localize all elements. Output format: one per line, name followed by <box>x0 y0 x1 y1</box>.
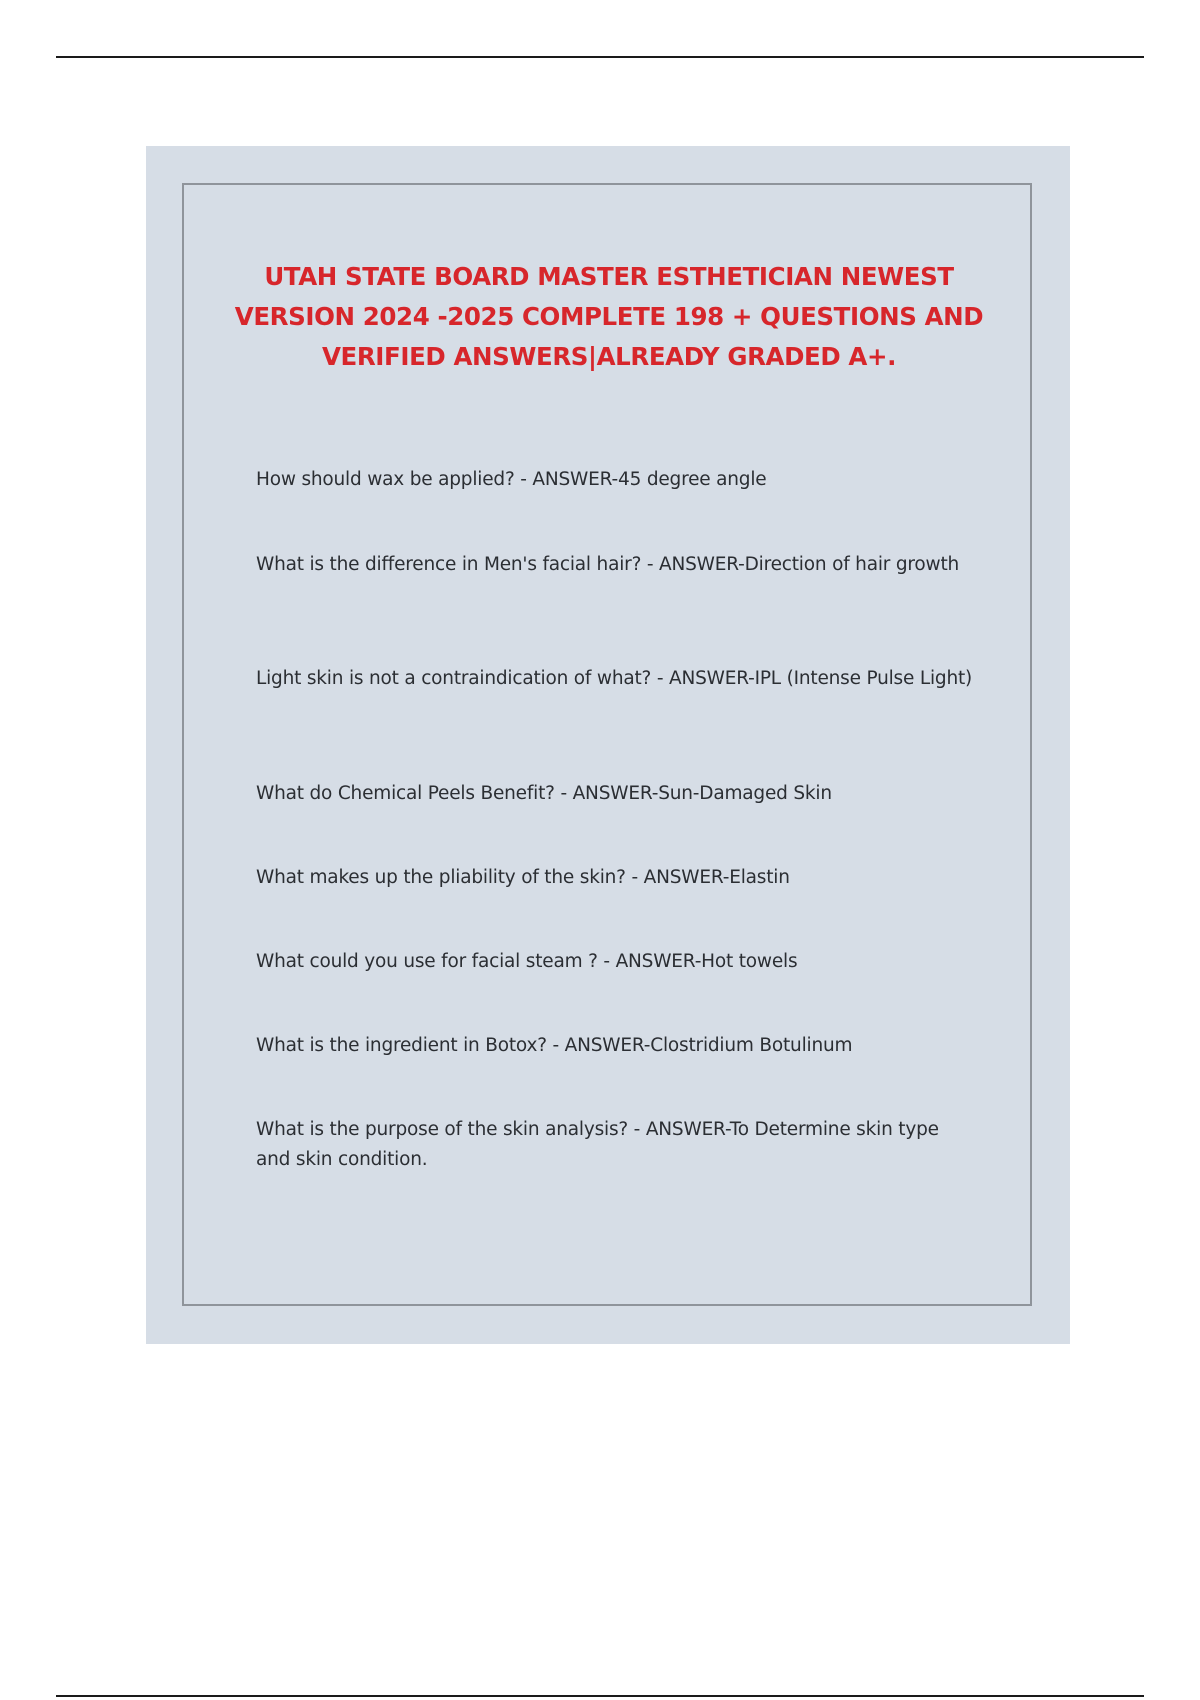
qa-item: What is the difference in Men's facial hair? - ANSWER-Direction of hair growth <box>256 554 960 575</box>
qa-item: What could you use for facial steam ? - ANSWER-Hot towels <box>256 951 798 972</box>
qa-item: What is the ingredient in Botox? - ANSWER-Clostridium Botulinum <box>256 1035 853 1056</box>
qa-item: What makes up the pliability of the skin? - ANSWER-Elastin <box>256 867 790 888</box>
page-top-rule <box>56 56 1144 58</box>
page-bottom-rule <box>56 1695 1144 1697</box>
qa-item: How should wax be applied? - ANSWER-45 degree angle <box>256 469 767 490</box>
qa-item: What do Chemical Peels Benefit? - ANSWER-Sun-Damaged Skin <box>256 783 832 804</box>
qa-item: Light skin is not a contraindication of what? - ANSWER-IPL (Intense Pulse Light) <box>256 668 973 689</box>
document-title: UTAH STATE BOARD MASTER ESTHETICIAN NEWEST VERSION 2024 -2025 COMPLETE 198 + QUESTIONS AND VERIFIED ANSWERS|ALREADY GRADED A+. <box>234 262 984 371</box>
page-frame <box>182 183 1032 1306</box>
scanned-page-image <box>146 146 1070 1344</box>
qa-item: What is the purpose of the skin analysis? - ANSWER-To Determine skin type and skin condition. <box>256 1119 939 1170</box>
